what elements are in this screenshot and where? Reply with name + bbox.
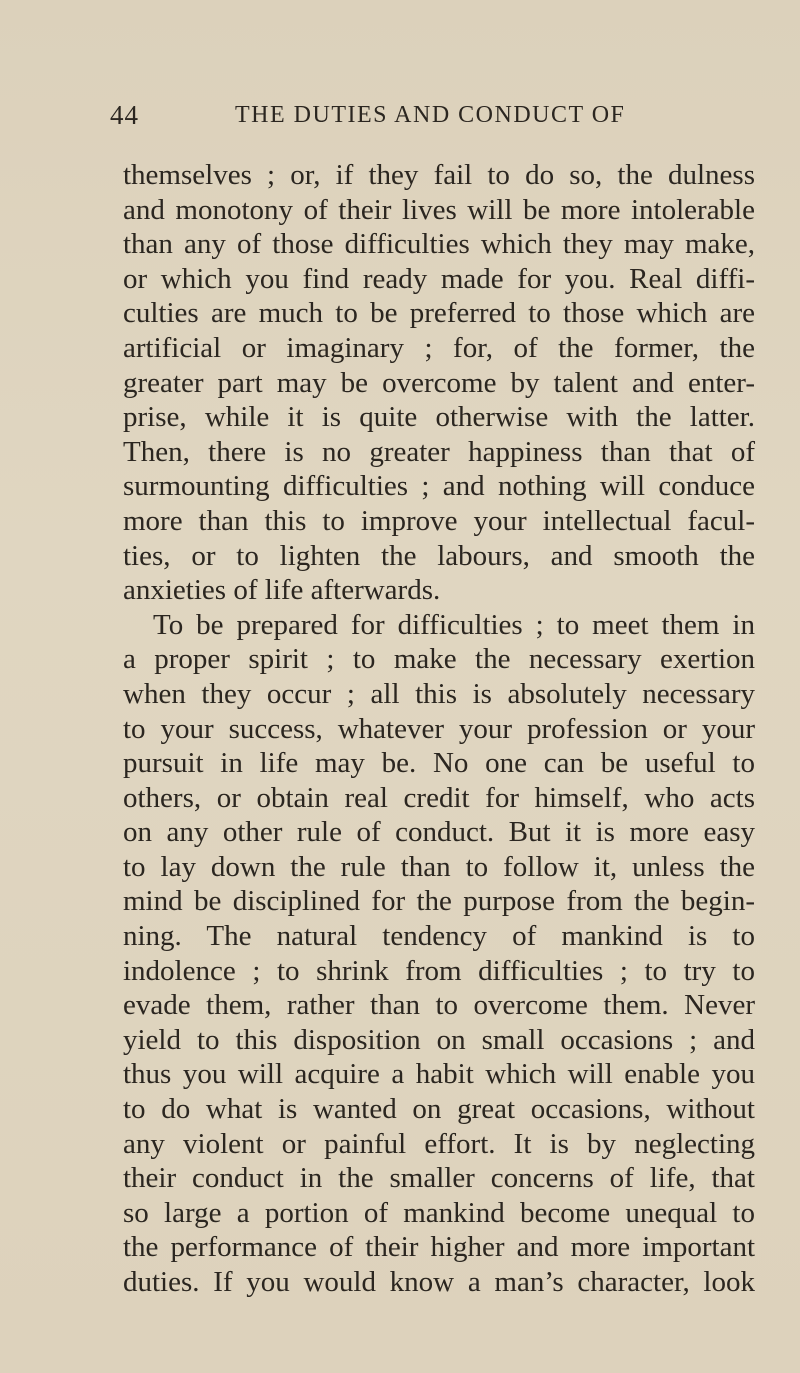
text-line: indolence ; to shrink from difficulties ; to try to	[123, 954, 755, 987]
text-line: ning. The natural tendency of mankind is to	[123, 920, 755, 953]
text-line: a proper spirit ; to make the necessary exertion	[123, 643, 755, 676]
text-line: than any of those difficulties which they may make,	[123, 228, 755, 261]
text-line: duties. If you would know a man’s character, look	[123, 1266, 755, 1298]
text-line: yield to this disposition on small occasions ; and	[123, 1023, 755, 1056]
text-line: when they occur ; all this is absolutely necessary	[123, 677, 755, 710]
text-line: to do what is wanted on great occasions, without	[123, 1093, 755, 1126]
text-line: or which you find ready made for you. Real diffi-	[123, 262, 755, 295]
text-line: pursuit in life may be. No one can be useful to	[123, 747, 755, 780]
text-line: their conduct in the smaller concerns of life, that	[123, 1162, 755, 1195]
text-line: prise, while it is quite otherwise with the latter.	[123, 401, 755, 434]
text-line: on any other rule of conduct. But it is more easy	[123, 816, 755, 849]
text-line: more than this to improve your intellectual facul-	[123, 504, 755, 537]
text-line: greater part may be overcome by talent and enter-	[123, 366, 755, 399]
text-line: and monotony of their lives will be more intolerable	[123, 193, 755, 226]
text-line: ties, or to lighten the labours, and smooth the	[123, 539, 755, 572]
text-line: evade them, rather than to overcome them. Never	[123, 989, 755, 1022]
text-line: anxieties of life afterwards.	[123, 574, 441, 607]
text-line: culties are much to be preferred to those which are	[123, 297, 755, 330]
text-line: thus you will acquire a habit which will enable you	[123, 1058, 755, 1091]
running-head	[0, 100, 800, 140]
paragraph-first-line: To be prepared for difficulties ; to meet them in	[153, 608, 755, 641]
text-line: artificial or imaginary ; for, of the former, the	[123, 331, 755, 364]
text-line: the performance of their higher and more important	[123, 1231, 755, 1264]
text-line: others, or obtain real credit for himself, who acts	[123, 781, 755, 814]
text-line: themselves ; or, if they fail to do so, the dulness	[123, 159, 755, 191]
text-line: surmounting difficulties ; and nothing will conduce	[123, 470, 755, 503]
text-line: so large a portion of mankind become unequal to	[123, 1196, 755, 1229]
text-line: Then, there is no greater happiness than that of	[123, 435, 755, 468]
text-line: any violent or painful effort. It is by neglecting	[123, 1127, 755, 1160]
page-number: 44	[110, 100, 139, 130]
running-head-title: THE DUTIES AND CONDUCT OF	[235, 102, 626, 128]
text-line: to your success, whatever your profession or your	[123, 712, 755, 745]
body-text	[123, 158, 755, 1300]
text-line: mind be disciplined for the purpose from the begin-	[123, 885, 755, 918]
text-line: to lay down the rule than to follow it, unless the	[123, 850, 755, 883]
